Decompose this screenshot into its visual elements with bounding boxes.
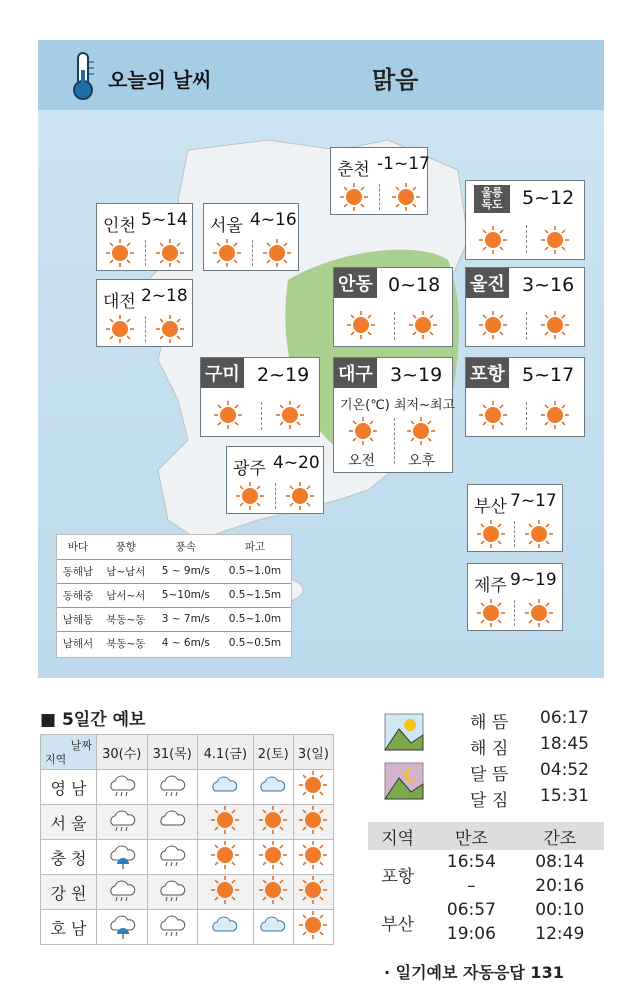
- sun-icon: [540, 310, 570, 340]
- city-name: 대구: [334, 358, 377, 388]
- legend-range: 기온(℃) 최저~최고: [340, 398, 456, 413]
- sunset-label: 해 짐: [470, 739, 509, 759]
- sea-row: 남해동 북동~동 3 ~ 7m/s 0.5~1.0m: [57, 607, 291, 631]
- day-header: 31(목): [147, 735, 198, 770]
- sea-row: 동해남 남~남서 5 ~ 9m/s 0.5~1.0m: [57, 559, 291, 583]
- moonset-time: 15:31: [540, 786, 589, 806]
- city-name: 울진: [466, 268, 509, 298]
- sun-icon: [198, 840, 254, 875]
- forecast-row: 호 남: [41, 910, 334, 945]
- header-bar: [38, 40, 604, 110]
- city-name: 울릉 독도: [474, 185, 510, 213]
- moonrise-label: 달 뜸: [470, 765, 509, 785]
- forecast-row: 서 울: [41, 805, 334, 840]
- city-temp: 7~17: [510, 491, 557, 511]
- city-gumi: [200, 357, 320, 437]
- sun-icon: [408, 310, 438, 340]
- day-header: 4.1(금): [198, 735, 254, 770]
- sun-icon: [105, 314, 135, 344]
- partly-cloudy-icon: [198, 770, 254, 805]
- partly-cloudy-icon: [253, 910, 293, 945]
- tide-row: 포항 16:54 08:14: [381, 852, 585, 887]
- city-name: 제주: [474, 576, 507, 596]
- sun-icon: [540, 400, 570, 430]
- cloud-rain-icon: [147, 840, 198, 875]
- tide-header: 지역: [368, 822, 427, 850]
- tide-row: – 20:16: [467, 876, 585, 896]
- sun-icon: [235, 481, 265, 511]
- sun-icon: [293, 875, 333, 910]
- city-temp: 2~19: [257, 364, 310, 386]
- legend-pm: 오후: [408, 453, 436, 469]
- moonset-label: 달 짐: [470, 791, 509, 811]
- cloud-rain-icon: [97, 875, 148, 910]
- sunrise-time: 06:17: [540, 708, 589, 728]
- footer-hotline: · 일기예보 자동응답 131: [384, 963, 564, 982]
- city-name: 인천: [103, 216, 136, 236]
- city-temp: 0~18: [388, 274, 441, 296]
- sun-icon: [391, 182, 421, 212]
- sun-icon: [253, 840, 293, 875]
- city-name: 춘천: [337, 160, 370, 180]
- sun-icon: [293, 840, 333, 875]
- sun-icon: [198, 875, 254, 910]
- sun-icon: [213, 400, 243, 430]
- moonrise-moonset-icon: [384, 762, 424, 800]
- sun-icon: [275, 400, 305, 430]
- city-temp: 5~12: [522, 187, 575, 209]
- city-daegu: [333, 357, 456, 473]
- sun-icon: [155, 238, 185, 268]
- tide-row: 19:06 12:49: [446, 924, 585, 944]
- sun-icon: [339, 182, 369, 212]
- weather-summary: 맑음: [372, 66, 419, 94]
- sun-icon: [348, 416, 378, 446]
- rain-umbrella-icon: [97, 910, 148, 945]
- forecast-title: ■ 5일간 예보: [40, 710, 146, 730]
- cloud-rain-icon: [147, 910, 198, 945]
- city-seoul: [203, 203, 299, 271]
- city-temp: 3~16: [522, 274, 575, 296]
- tide-table: [368, 822, 604, 946]
- sun-icon: [253, 875, 293, 910]
- city-name: 서울: [210, 216, 243, 236]
- sun-icon: [155, 314, 185, 344]
- city-temp: 4~16: [250, 210, 297, 230]
- city-jeju: [467, 563, 563, 631]
- partly-cloudy-icon: [253, 770, 293, 805]
- city-ulleung: [465, 180, 585, 260]
- sun-icon: [105, 238, 135, 268]
- city-uljin: [465, 267, 585, 347]
- sun-icon: [478, 400, 508, 430]
- header-title: 오늘의 날씨: [108, 68, 212, 92]
- city-gwangju: [226, 446, 324, 514]
- sunrise-sunset-icon: [384, 713, 424, 751]
- five-day-forecast-table: [40, 734, 334, 945]
- sun-icon: [476, 519, 506, 549]
- sun-icon: [253, 805, 293, 840]
- city-temp: 3~19: [390, 364, 443, 386]
- city-name: 포항: [466, 358, 509, 388]
- sea-header: 파고: [219, 535, 291, 559]
- tide-header: 간조: [516, 822, 604, 850]
- city-temp: 4~20: [273, 453, 320, 473]
- sea-forecast-table: [56, 534, 292, 658]
- city-name: 구미: [201, 358, 244, 388]
- day-header: 2(토): [253, 735, 293, 770]
- cloud-rain-icon: [97, 805, 148, 840]
- city-name: 광주: [233, 459, 266, 479]
- sun-icon: [524, 598, 554, 628]
- city-chuncheon: [330, 147, 428, 215]
- cloud-rain-icon: [97, 770, 148, 805]
- day-header: 30(수): [97, 735, 148, 770]
- forecast-row: 강 원: [41, 875, 334, 910]
- sea-header: 바다: [57, 535, 99, 559]
- sun-icon: [293, 910, 333, 945]
- sun-icon: [285, 481, 315, 511]
- rain-umbrella-icon: [97, 840, 148, 875]
- sea-row: 남해서 북동~동 4 ~ 6m/s 0.5~0.5m: [62, 637, 282, 650]
- city-temp: 9~19: [510, 570, 557, 590]
- cloud-rain-icon: [147, 875, 198, 910]
- tide-header: 만조: [427, 822, 515, 850]
- corner-cell: 날짜 지역: [41, 735, 97, 770]
- sunrise-label: 해 뜸: [470, 713, 509, 733]
- tide-row: 부산 06:57 00:10: [381, 900, 585, 935]
- sun-icon: [478, 225, 508, 255]
- city-name: 안동: [334, 268, 377, 298]
- sea-header: 풍속: [153, 535, 219, 559]
- sea-header: 풍향: [99, 535, 153, 559]
- sun-icon: [524, 519, 554, 549]
- city-daejeon: [96, 279, 193, 347]
- sun-icon: [198, 805, 254, 840]
- forecast-row: 영 남: [41, 770, 334, 805]
- city-temp: 5~17: [522, 364, 575, 386]
- city-pohang: [465, 357, 585, 437]
- sun-icon: [293, 770, 333, 805]
- legend-am: 오전: [348, 453, 376, 469]
- sun-icon: [406, 416, 436, 446]
- forecast-row: 충 청: [41, 840, 334, 875]
- cloud-rain-icon: [147, 770, 198, 805]
- sea-row: 동해중 남서~서 5~10m/s 0.5~1.5m: [57, 583, 291, 607]
- city-temp: -1~17: [377, 154, 430, 174]
- sun-icon: [212, 238, 242, 268]
- cloud-icon: [147, 805, 198, 840]
- sun-icon: [476, 598, 506, 628]
- sun-icon: [293, 805, 333, 840]
- sun-icon: [346, 310, 376, 340]
- city-temp: 2~18: [141, 286, 188, 306]
- city-name: 부산: [474, 497, 507, 517]
- day-header: 3(일): [293, 735, 333, 770]
- sun-icon: [478, 310, 508, 340]
- thermometer-icon: [68, 50, 98, 102]
- city-incheon: [96, 203, 193, 271]
- sun-icon: [262, 238, 292, 268]
- city-temp: 5~14: [141, 210, 188, 230]
- sun-icon: [540, 225, 570, 255]
- city-busan: [467, 484, 563, 552]
- partly-cloudy-icon: [198, 910, 254, 945]
- city-name: 대전: [103, 292, 136, 312]
- city-andong: [333, 267, 453, 347]
- sunset-time: 18:45: [540, 734, 589, 754]
- moonrise-time: 04:52: [540, 760, 589, 780]
